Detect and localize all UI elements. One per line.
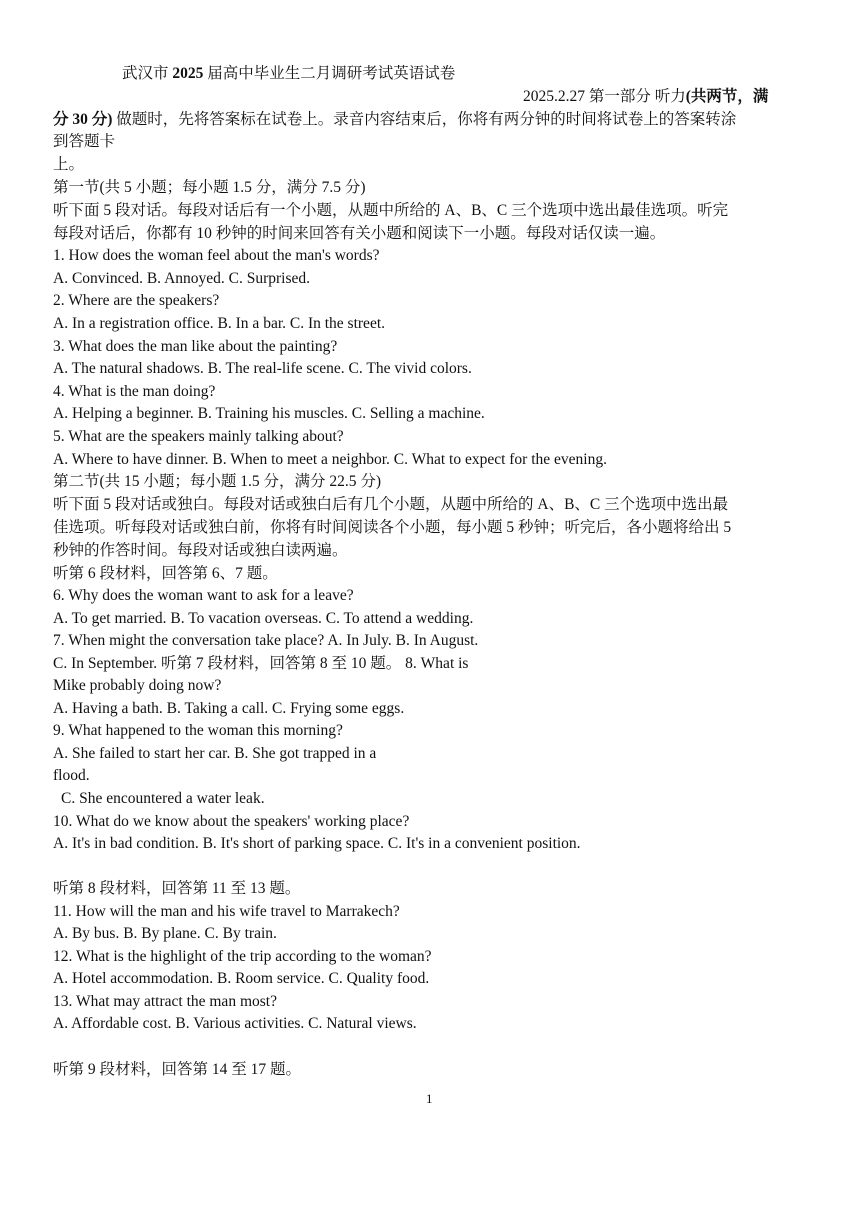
options-1: A. Convinced. B. Annoyed. C. Surprised. [53,270,311,287]
question-1: 1. How does the woman feel about the man's words? [53,247,380,264]
intro-line: 分 30 分) 做题时，先将答案标在试卷上。录音内容结束后，你将有两分钟的时间将试卷上的答案转涂 [53,111,737,128]
section1-instruction: 每段对话后，你都有 10 秒钟的时间来回答有关小题和阅读下一小题。每段对话仅读一遍。 [53,225,666,242]
options-8: A. Having a bath. B. Taking a call. C. Frying some eggs. [53,700,405,717]
question-11: 11. How will the man and his wife travel to Marrakech? [53,903,400,920]
page-number: 1 [426,1091,433,1106]
options-13: A. Affordable cost. B. Various activities. C. Natural views. [53,1015,417,1032]
options-7-material-7-question-8: C. In September. 听第 7 段材料，回答第 8 至 10 题。 8. What is [53,655,469,672]
question-4: 4. What is the man doing? [53,383,216,400]
question-9: 9. What happened to the woman this morning? [53,722,343,739]
options-3: A. The natural shadows. B. The real-life scene. C. The vivid colors. [53,360,472,377]
options-10: A. It's in bad condition. B. It's short of parking space. C. It's in a convenient position. [53,835,581,852]
question-12: 12. What is the highlight of the trip according to the woman? [53,948,432,965]
options-9-continued: flood. [53,767,90,784]
options-9-c: C. She encountered a water leak. [61,790,265,807]
material-6-heading: 听第 6 段材料，回答第 6、7 题。 [53,565,278,582]
section2-instruction: 听下面 5 段对话或独白。每段对话或独白后有几个小题，从题中所给的 A、B、C 三个选项中选出最 [53,496,729,513]
options-11: A. By bus. B. By plane. C. By train. [53,925,277,942]
options-2: A. In a registration office. B. In a bar. C. In the street. [53,315,386,332]
section1-heading: 第一节(共 5 小题；每小题 1.5 分，满分 7.5 分) [53,179,366,196]
options-9: A. She failed to start her car. B. She got trapped in a [53,745,377,762]
question-2: 2. Where are the speakers? [53,292,220,309]
question-8-continued: Mike probably doing now? [53,677,222,694]
question-6: 6. Why does the woman want to ask for a leave? [53,587,354,604]
options-6: A. To get married. B. To vacation overseas. C. To attend a wedding. [53,610,474,627]
section2-instruction: 佳选项。听每段对话或独白前，你将有时间阅读各个小题，每小题 5 秒钟；听完后，各小题将给出 5 [53,519,732,536]
question-5: 5. What are the speakers mainly talking about? [53,428,344,445]
exam-title: 武汉市 2025 届高中毕业生二月调研考试英语试卷 [122,65,456,82]
material-8-heading: 听第 8 段材料，回答第 11 至 13 题。 [53,880,301,897]
section2-instruction: 秒钟的作答时间。每段对话或独白读两遍。 [53,542,348,559]
section2-heading: 第二节(共 15 小题；每小题 1.5 分，满分 22.5 分) [53,473,382,490]
options-4: A. Helping a beginner. B. Training his muscles. C. Selling a machine. [53,405,485,422]
intro-line-3: 上。 [53,156,85,173]
material-9-heading: 听第 9 段材料，回答第 14 至 17 题。 [53,1061,302,1078]
question-7: 7. When might the conversation take place? A. In July. B. In August. [53,632,479,649]
options-12: A. Hotel accommodation. B. Room service. C. Quality food. [53,970,430,987]
intro-line-2: 到答题卡 [53,133,116,150]
date-part-line: 2025.2.27 第一部分 听力(共两节，满 [523,88,769,105]
section1-instruction: 听下面 5 段对话。每段对话后有一个小题，从题中所给的 A、B、C 三个选项中选出最佳选项。听完 [53,202,729,219]
question-3: 3. What does the man like about the painting? [53,338,338,355]
options-5: A. Where to have dinner. B. When to meet a neighbor. C. What to expect for the evening. [53,451,607,468]
question-13: 13. What may attract the man most? [53,993,277,1010]
question-10: 10. What do we know about the speakers' working place? [53,813,410,830]
